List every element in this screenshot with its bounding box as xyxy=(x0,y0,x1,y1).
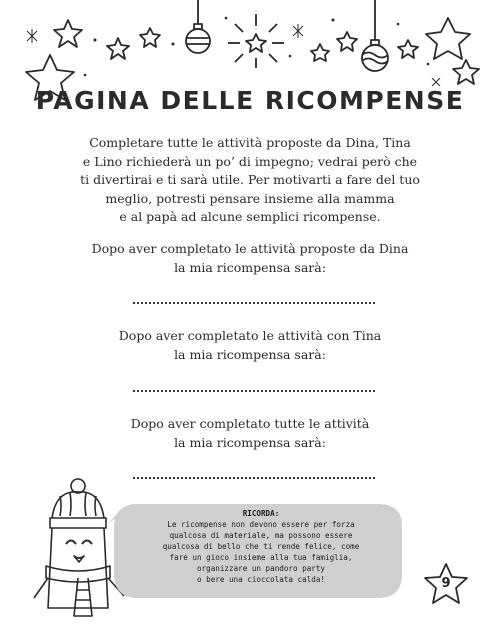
star-icon xyxy=(107,38,129,59)
star-icon xyxy=(311,44,329,61)
reward-prompt-line: Dopo aver completato le attività proposte da Dina xyxy=(91,241,409,256)
intro-line: e al papà ad alcune semplici ricompense. xyxy=(119,209,381,224)
reward-prompt-line: la mia ricompensa sarà: xyxy=(174,434,326,450)
reminder-line: qualcosa di bello che ti rende felice, come xyxy=(162,542,360,551)
intro-paragraph xyxy=(60,134,440,227)
reward-answer-line-tina[interactable] xyxy=(133,390,375,392)
intro-line: e Lino richiederà un po’ di impegno; vedrai però che xyxy=(82,153,418,169)
reward-prompt-tina xyxy=(60,327,440,364)
snowflake-icon xyxy=(432,78,440,86)
reward-answer-line-dina[interactable] xyxy=(133,302,375,304)
star-icon xyxy=(453,60,479,84)
page-number: 9 xyxy=(441,576,451,591)
ornament-icon xyxy=(186,29,210,53)
reward-prompt-line: Dopo aver completato le attività con Tina xyxy=(118,328,382,343)
reward-answer-line-all[interactable] xyxy=(133,477,375,479)
reminder-text xyxy=(136,508,386,585)
reward-prompt-line: Dopo aver completato tutte le attività xyxy=(130,416,370,431)
reminder-line: o bere una cioccolata calda! xyxy=(196,575,325,584)
reward-prompt-line: la mia ricompensa sarà: xyxy=(174,346,326,362)
reward-prompt-dina xyxy=(60,240,440,277)
starburst-icon xyxy=(228,14,284,68)
star-icon xyxy=(426,18,470,59)
star-icon xyxy=(54,20,82,47)
reward-prompt-all xyxy=(60,415,440,452)
intro-line: meglio, potresti pensare insieme alla mamma xyxy=(105,190,395,206)
reminder-line: Le ricompense non devono essere per forza xyxy=(167,520,355,529)
reminder-line: qualcosa di materiale, ma possono essere xyxy=(169,531,353,540)
reward-prompt-line: la mia ricompensa sarà: xyxy=(174,259,326,275)
star-icon xyxy=(337,32,357,51)
snowflake-icon xyxy=(27,29,37,43)
reminder-heading: RICORDA: xyxy=(242,509,280,518)
snowflake-icon xyxy=(293,24,303,38)
reminder-line: fare un gioco insieme alla tua famiglia, xyxy=(169,553,353,562)
star-icon xyxy=(140,28,160,47)
page-title: PAGINA DELLE RICOMPENSE xyxy=(35,86,465,115)
reminder-line: organizzare un pandoro party xyxy=(196,564,325,573)
star-icon xyxy=(398,40,418,58)
intro-line: Completare tutte le attività proposte da Dina, Tina xyxy=(89,135,411,150)
intro-line: ti divertirai e ti sarà utile. Per motivarti a fare del tuo xyxy=(80,172,420,187)
